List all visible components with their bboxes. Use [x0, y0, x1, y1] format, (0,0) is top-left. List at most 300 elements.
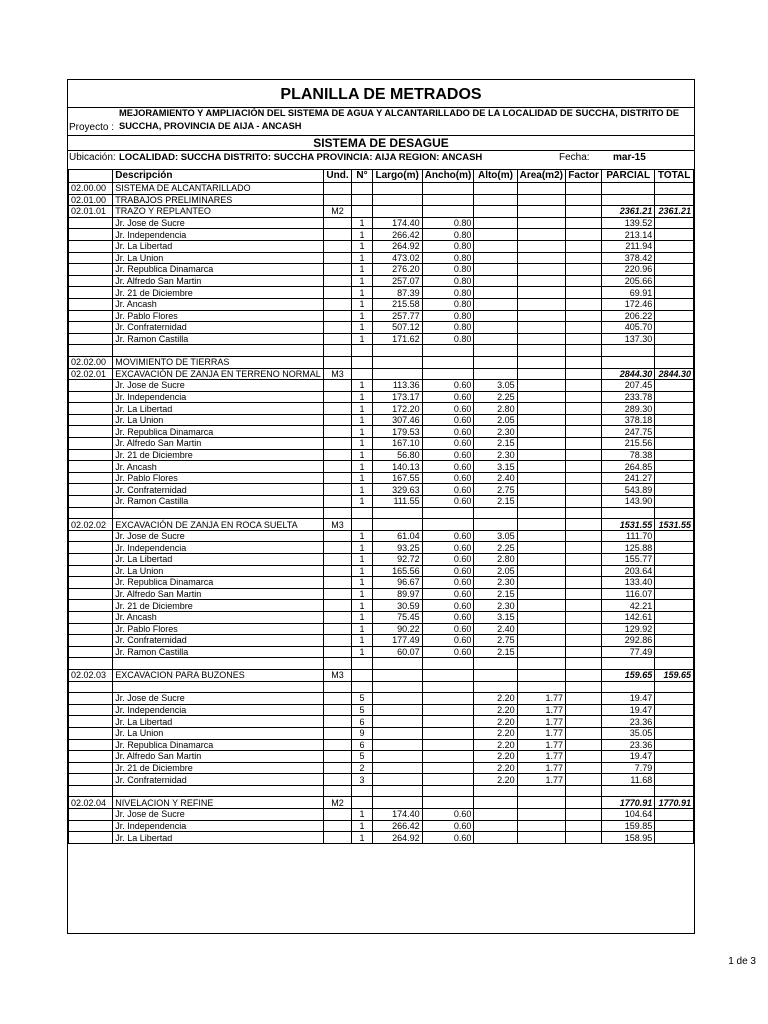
cell-parcial: 233.78 — [602, 391, 655, 403]
table-row — [69, 704, 694, 716]
cell-desc: Jr. Confraternidad — [113, 322, 324, 334]
cell-und — [323, 229, 352, 241]
cell-factor — [565, 646, 601, 658]
cell-n: 1 — [352, 310, 372, 322]
cell-und — [323, 183, 352, 195]
cell-und — [323, 298, 352, 310]
cell-und: M3 — [323, 368, 352, 380]
cell-und — [323, 252, 352, 264]
cell-desc: TRAZO Y REPLANTEO — [113, 206, 324, 218]
table-row — [69, 229, 694, 241]
cell-factor — [565, 611, 601, 623]
cell-largo — [372, 669, 422, 681]
cell-alto — [474, 368, 517, 380]
cell-desc: Jr. Confraternidad — [113, 774, 324, 786]
cell-und — [323, 484, 352, 496]
cell-alto: 2.20 — [474, 727, 517, 739]
cell-factor — [565, 438, 601, 450]
table-row — [69, 577, 694, 589]
cell-total — [655, 426, 694, 438]
cell-parcial: 220.96 — [602, 264, 655, 276]
cell-total — [655, 577, 694, 589]
cell-desc: Jr. Alfredo San Martin — [113, 588, 324, 600]
cell-und — [323, 240, 352, 252]
cell-n: 1 — [352, 414, 372, 426]
cell-parcial: 133.40 — [602, 577, 655, 589]
cell-alto: 2.15 — [474, 588, 517, 600]
cell-code — [69, 449, 113, 461]
cell-ancho: 0.60 — [422, 554, 474, 566]
cell-largo: 87.39 — [372, 287, 422, 299]
cell-n: 1 — [352, 565, 372, 577]
cell-area — [517, 322, 565, 334]
cell-alto: 2.20 — [474, 704, 517, 716]
cell-parcial: 207.45 — [602, 380, 655, 392]
cell-factor — [565, 519, 601, 531]
cell-area — [517, 368, 565, 380]
cell-n: 1 — [352, 554, 372, 566]
cell-factor — [565, 264, 601, 276]
cell-alto: 2.20 — [474, 762, 517, 774]
cell-desc: Jr. Alfredo San Martin — [113, 438, 324, 450]
cell-factor — [565, 322, 601, 334]
cell-code — [69, 472, 113, 484]
cell-area: 1.77 — [517, 751, 565, 763]
table-row — [69, 727, 694, 739]
cell-n — [352, 797, 372, 809]
cell-desc: Jr. La Union — [113, 414, 324, 426]
cell-code: 02.02.00 — [69, 356, 113, 368]
cell-largo: 177.49 — [372, 635, 422, 647]
cell-total — [655, 623, 694, 635]
cell-largo: 167.10 — [372, 438, 422, 450]
table-row — [69, 623, 694, 635]
cell-largo — [372, 206, 422, 218]
cell-total: 2361.21 — [655, 206, 694, 218]
cell-desc: Jr. Republica Dinamarca — [113, 739, 324, 751]
cell-n: 1 — [352, 264, 372, 276]
cell-code — [69, 693, 113, 705]
cell-ancho: 0.80 — [422, 217, 474, 229]
cell-largo — [372, 727, 422, 739]
cell-area — [517, 797, 565, 809]
cell-ancho: 0.60 — [422, 588, 474, 600]
cell-desc: Jr. La Union — [113, 565, 324, 577]
cell-largo: 171.62 — [372, 333, 422, 345]
cell-total — [655, 554, 694, 566]
cell-ancho: 0.80 — [422, 264, 474, 276]
cell-factor — [565, 716, 601, 728]
cell-total — [655, 809, 694, 821]
cell-parcial: 139.52 — [602, 217, 655, 229]
date-value: mar-15 — [613, 152, 646, 163]
cell-area — [517, 449, 565, 461]
cell-n — [352, 183, 372, 195]
cell-ancho: 0.60 — [422, 403, 474, 415]
cell-n: 2 — [352, 762, 372, 774]
cell-und — [323, 310, 352, 322]
cell-largo: 264.92 — [372, 240, 422, 252]
cell-alto: 2.25 — [474, 391, 517, 403]
cell-largo — [372, 693, 422, 705]
cell-n: 1 — [352, 820, 372, 832]
cell-code: 02.01.00 — [69, 194, 113, 206]
cell-desc: Jr. Confraternidad — [113, 484, 324, 496]
cell-ancho: 0.80 — [422, 229, 474, 241]
cell-n — [352, 206, 372, 218]
cell-area — [517, 298, 565, 310]
cell-ancho — [422, 751, 474, 763]
cell-n — [352, 507, 372, 519]
cell-parcial: 19.47 — [602, 704, 655, 716]
cell-parcial: 211.94 — [602, 240, 655, 252]
cell-factor — [565, 774, 601, 786]
cell-ancho: 0.60 — [422, 565, 474, 577]
table-row — [69, 322, 694, 334]
cell-factor — [565, 542, 601, 554]
cell-desc: Jr. Independencia — [113, 391, 324, 403]
cell-desc — [113, 345, 324, 357]
cell-desc: Jr. Alfredo San Martin — [113, 275, 324, 287]
cell-alto: 2.05 — [474, 414, 517, 426]
cell-parcial — [602, 658, 655, 670]
cell-total — [655, 542, 694, 554]
cell-ancho: 0.60 — [422, 414, 474, 426]
cell-alto: 2.15 — [474, 646, 517, 658]
cell-area — [517, 669, 565, 681]
cell-desc: Jr. Jose de Sucre — [113, 217, 324, 229]
cell-ancho — [422, 194, 474, 206]
cell-alto — [474, 785, 517, 797]
cell-n: 1 — [352, 322, 372, 334]
cell-ancho: 0.80 — [422, 333, 474, 345]
cell-desc: Jr. 21 de Diciembre — [113, 287, 324, 299]
cell-factor — [565, 229, 601, 241]
cell-ancho: 0.60 — [422, 426, 474, 438]
cell-largo: 276.20 — [372, 264, 422, 276]
cell-largo — [372, 785, 422, 797]
cell-area — [517, 252, 565, 264]
cell-ancho: 0.60 — [422, 472, 474, 484]
cell-parcial: 137.30 — [602, 333, 655, 345]
cell-area — [517, 577, 565, 589]
cell-und — [323, 565, 352, 577]
cell-largo: 174.40 — [372, 217, 422, 229]
cell-factor — [565, 565, 601, 577]
cell-alto — [474, 183, 517, 195]
cell-code — [69, 704, 113, 716]
cell-parcial: 78.38 — [602, 449, 655, 461]
cell-alto: 2.40 — [474, 623, 517, 635]
cell-area — [517, 611, 565, 623]
table-row — [69, 820, 694, 832]
cell-alto: 2.75 — [474, 635, 517, 647]
cell-total — [655, 310, 694, 322]
cell-parcial: 19.47 — [602, 751, 655, 763]
cell-area — [517, 832, 565, 844]
cell-area — [517, 785, 565, 797]
cell-ancho — [422, 658, 474, 670]
location-label: Ubicación: — [69, 152, 116, 163]
table-header-row — [69, 170, 694, 183]
cell-largo: 96.67 — [372, 577, 422, 589]
cell-ancho: 0.60 — [422, 438, 474, 450]
table-row — [69, 240, 694, 252]
cell-total — [655, 646, 694, 658]
metrados-table — [68, 169, 694, 844]
cell-factor — [565, 414, 601, 426]
cell-factor — [565, 530, 601, 542]
cell-factor — [565, 496, 601, 508]
cell-und — [323, 217, 352, 229]
cell-parcial: 1770.91 — [602, 797, 655, 809]
cell-area — [517, 809, 565, 821]
cell-factor — [565, 588, 601, 600]
cell-total — [655, 356, 694, 368]
cell-parcial: 77.49 — [602, 646, 655, 658]
cell-und — [323, 809, 352, 821]
table-row — [69, 252, 694, 264]
cell-factor — [565, 368, 601, 380]
cell-ancho: 0.60 — [422, 391, 474, 403]
cell-desc: Jr. Jose de Sucre — [113, 530, 324, 542]
cell-total — [655, 333, 694, 345]
cell-largo: 266.42 — [372, 820, 422, 832]
cell-largo: 93.25 — [372, 542, 422, 554]
cell-code — [69, 832, 113, 844]
cell-total — [655, 600, 694, 612]
cell-total — [655, 762, 694, 774]
cell-n: 1 — [352, 240, 372, 252]
cell-largo: 56.80 — [372, 449, 422, 461]
cell-area — [517, 623, 565, 635]
cell-area — [517, 600, 565, 612]
cell-und — [323, 496, 352, 508]
cell-alto: 2.20 — [474, 716, 517, 728]
cell-factor — [565, 832, 601, 844]
cell-parcial: 2361.21 — [602, 206, 655, 218]
cell-und — [323, 774, 352, 786]
cell-code — [69, 333, 113, 345]
cell-code — [69, 496, 113, 508]
cell-largo — [372, 345, 422, 357]
cell-ancho — [422, 762, 474, 774]
table-row — [69, 646, 694, 658]
cell-factor — [565, 287, 601, 299]
cell-code — [69, 426, 113, 438]
cell-und — [323, 403, 352, 415]
cell-und — [323, 762, 352, 774]
cell-und — [323, 322, 352, 334]
cell-n: 1 — [352, 403, 372, 415]
cell-n: 1 — [352, 530, 372, 542]
cell-parcial — [602, 681, 655, 693]
table-row — [69, 496, 694, 508]
cell-area — [517, 588, 565, 600]
cell-alto — [474, 820, 517, 832]
cell-parcial: 247.75 — [602, 426, 655, 438]
cell-code — [69, 635, 113, 647]
metrados-sheet — [67, 79, 695, 934]
cell-alto: 2.40 — [474, 472, 517, 484]
cell-und — [323, 751, 352, 763]
cell-parcial: 143.90 — [602, 496, 655, 508]
cell-ancho: 0.60 — [422, 832, 474, 844]
cell-parcial: 2844.30 — [602, 368, 655, 380]
cell-desc: Jr. La Libertad — [113, 716, 324, 728]
cell-desc: Jr. Independencia — [113, 704, 324, 716]
cell-ancho: 0.60 — [422, 380, 474, 392]
cell-ancho: 0.60 — [422, 623, 474, 635]
cell-desc: Jr. Republica Dinamarca — [113, 426, 324, 438]
col-largo-header: Largo(m) — [372, 170, 422, 183]
cell-ancho — [422, 183, 474, 195]
cell-factor — [565, 669, 601, 681]
cell-total — [655, 716, 694, 728]
cell-largo: 75.45 — [372, 611, 422, 623]
table-row — [69, 762, 694, 774]
cell-parcial: 7.79 — [602, 762, 655, 774]
table-row — [69, 635, 694, 647]
cell-und — [323, 785, 352, 797]
cell-desc: Jr. Jose de Sucre — [113, 380, 324, 392]
cell-alto — [474, 206, 517, 218]
cell-ancho: 0.60 — [422, 820, 474, 832]
cell-parcial — [602, 507, 655, 519]
cell-alto — [474, 298, 517, 310]
cell-alto: 2.30 — [474, 577, 517, 589]
cell-factor — [565, 762, 601, 774]
cell-largo — [372, 507, 422, 519]
cell-parcial: 264.85 — [602, 461, 655, 473]
cell-area — [517, 391, 565, 403]
cell-desc: Jr. Ramon Castilla — [113, 496, 324, 508]
cell-total — [655, 322, 694, 334]
cell-ancho: 0.60 — [422, 635, 474, 647]
cell-ancho: 0.60 — [422, 600, 474, 612]
cell-und — [323, 472, 352, 484]
table-row — [69, 391, 694, 403]
cell-factor — [565, 658, 601, 670]
project-name: MEJORAMIENTO Y AMPLIACIÓN DEL SISTEMA DE AGUA Y ALCANTARILLADO DE LA LOCALIDAD DE SUCCHA, DISTRITO DE SUCCHA, PROVINCIA DE AIJA - ANCASH — [119, 108, 680, 131]
cell-code: 02.02.04 — [69, 797, 113, 809]
cell-code — [69, 623, 113, 635]
cell-parcial: 111.70 — [602, 530, 655, 542]
cell-n: 5 — [352, 704, 372, 716]
cell-n: 1 — [352, 461, 372, 473]
cell-area — [517, 356, 565, 368]
cell-alto — [474, 310, 517, 322]
cell-ancho: 0.60 — [422, 484, 474, 496]
cell-total — [655, 438, 694, 450]
cell-parcial: 213.14 — [602, 229, 655, 241]
cell-alto: 2.30 — [474, 426, 517, 438]
cell-total — [655, 217, 694, 229]
cell-n: 1 — [352, 275, 372, 287]
cell-und — [323, 287, 352, 299]
cell-total — [655, 496, 694, 508]
cell-factor — [565, 472, 601, 484]
cell-factor — [565, 693, 601, 705]
cell-factor — [565, 635, 601, 647]
cell-desc: Jr. 21 de Diciembre — [113, 600, 324, 612]
cell-desc — [113, 681, 324, 693]
table-row — [69, 194, 694, 206]
cell-area — [517, 403, 565, 415]
cell-n: 1 — [352, 542, 372, 554]
cell-factor — [565, 484, 601, 496]
col-area-header: Area(m2) — [517, 170, 565, 183]
cell-alto — [474, 275, 517, 287]
cell-ancho: 0.80 — [422, 298, 474, 310]
cell-ancho — [422, 356, 474, 368]
cell-largo: 167.55 — [372, 472, 422, 484]
cell-ancho — [422, 519, 474, 531]
cell-parcial: 116.07 — [602, 588, 655, 600]
cell-factor — [565, 380, 601, 392]
cell-largo: 61.04 — [372, 530, 422, 542]
cell-code: 02.02.02 — [69, 519, 113, 531]
cell-n: 1 — [352, 832, 372, 844]
cell-area — [517, 264, 565, 276]
cell-parcial: 203.64 — [602, 565, 655, 577]
col-und-header: Und. — [323, 170, 352, 183]
cell-desc: Jr. Independencia — [113, 229, 324, 241]
cell-total — [655, 530, 694, 542]
cell-alto — [474, 832, 517, 844]
cell-code — [69, 658, 113, 670]
cell-factor — [565, 751, 601, 763]
table-row — [69, 380, 694, 392]
cell-parcial: 543.89 — [602, 484, 655, 496]
cell-total: 1770.91 — [655, 797, 694, 809]
cell-area — [517, 426, 565, 438]
cell-code — [69, 403, 113, 415]
cell-code — [69, 252, 113, 264]
cell-largo: 174.40 — [372, 809, 422, 821]
cell-und: M2 — [323, 797, 352, 809]
cell-alto: 2.15 — [474, 438, 517, 450]
cell-largo — [372, 739, 422, 751]
cell-area — [517, 287, 565, 299]
cell-largo: 215.58 — [372, 298, 422, 310]
cell-parcial: 125.88 — [602, 542, 655, 554]
cell-code — [69, 611, 113, 623]
cell-area — [517, 380, 565, 392]
cell-area — [517, 206, 565, 218]
cell-alto: 2.30 — [474, 600, 517, 612]
cell-n: 1 — [352, 229, 372, 241]
cell-largo: 173.17 — [372, 391, 422, 403]
cell-und — [323, 600, 352, 612]
col-code-header — [69, 170, 113, 183]
cell-und — [323, 658, 352, 670]
cell-desc: Jr. La Libertad — [113, 240, 324, 252]
cell-n: 1 — [352, 635, 372, 647]
cell-total — [655, 635, 694, 647]
cell-desc: Jr. Ramon Castilla — [113, 646, 324, 658]
cell-largo — [372, 797, 422, 809]
cell-largo: 90.22 — [372, 623, 422, 635]
cell-factor — [565, 727, 601, 739]
cell-code — [69, 600, 113, 612]
cell-largo — [372, 774, 422, 786]
cell-und — [323, 542, 352, 554]
cell-ancho: 0.60 — [422, 646, 474, 658]
cell-ancho: 0.80 — [422, 322, 474, 334]
cell-n: 1 — [352, 472, 372, 484]
cell-factor — [565, 356, 601, 368]
